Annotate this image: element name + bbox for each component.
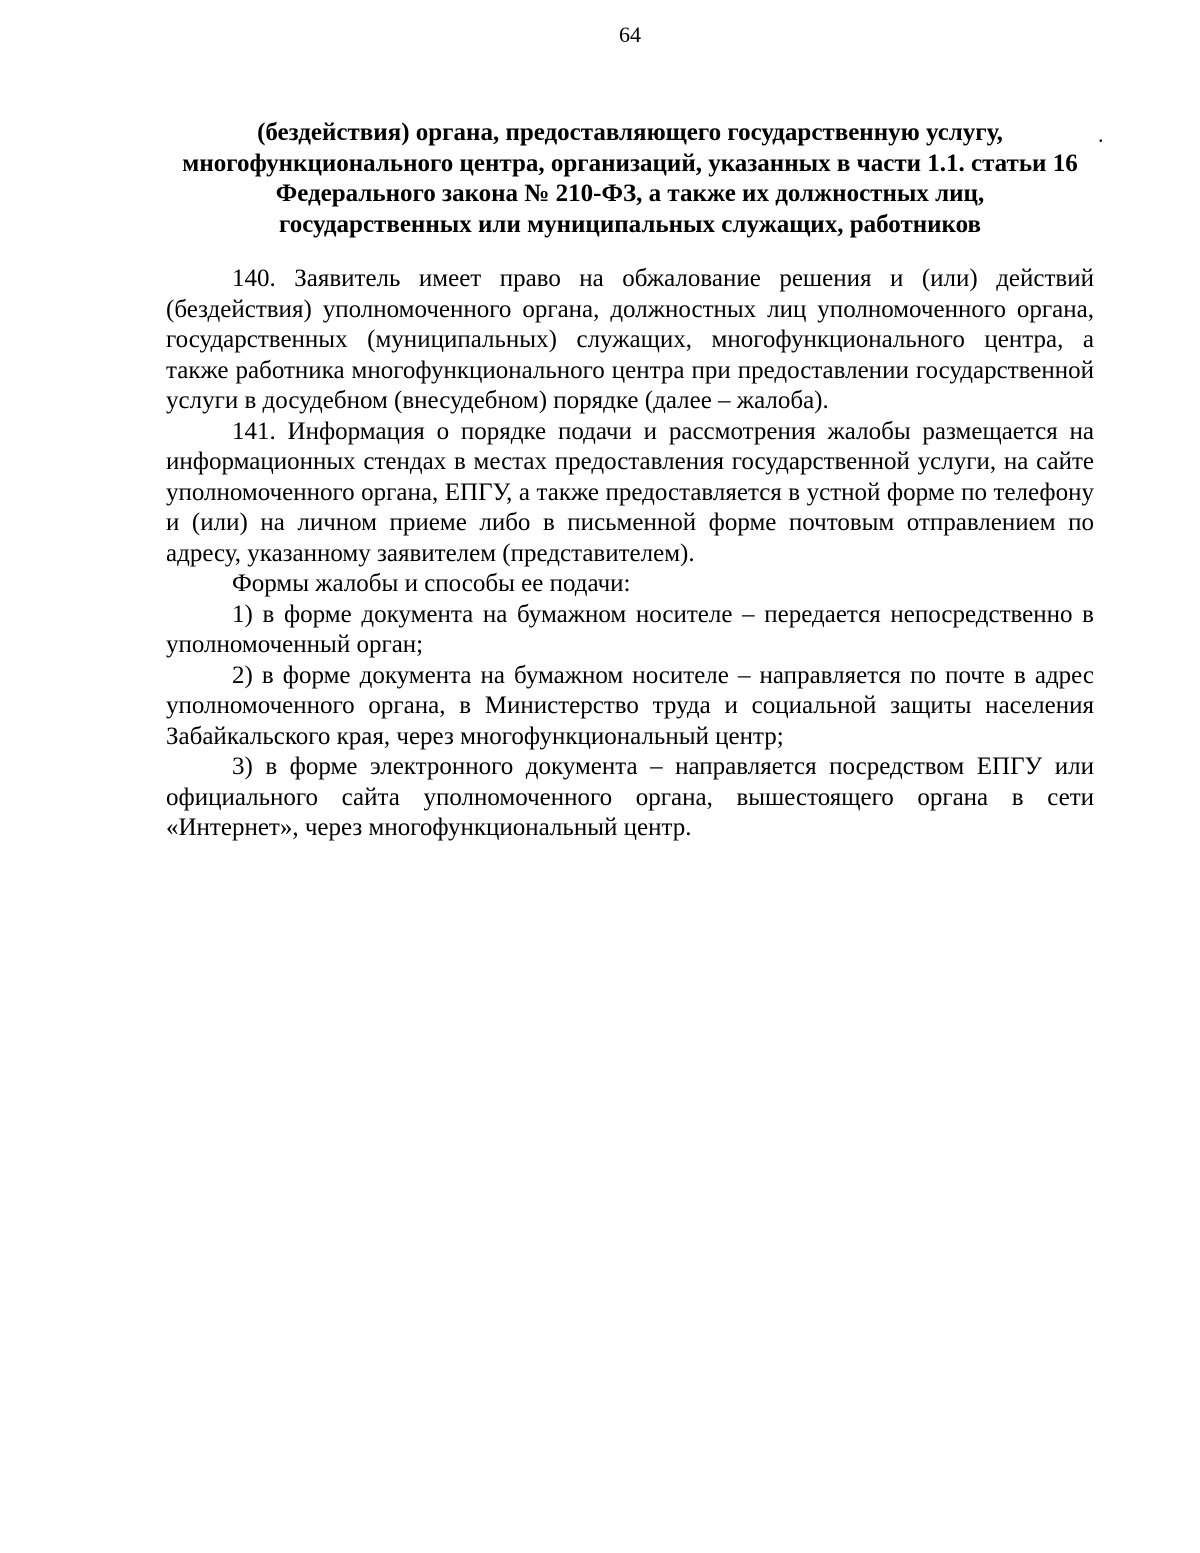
list-item-3: 3) в форме электронного документа – направляется посредством ЕПГУ или официального сайта уполномоченного органа, вышестоящего органа в сети «Интернет», через многофункциональный центр. xyxy=(166,753,1094,841)
list-item-2: 2) в форме документа на бумажном носителе – направляется по почте в адрес уполномоченного органа, в Министерство труда и социальной защиты населения Забайкальского края, через многофункциональный центр; xyxy=(166,661,1094,750)
heading-line: государственных или муниципальных служащих, работников xyxy=(278,210,981,238)
stray-mark: . xyxy=(1098,122,1104,147)
paragraph-141: 141. Информация о порядке подачи и рассмотрения жалобы размещается на информационных стендах в местах предоставления государственной услуги, на сайте уполномоченного органа, ЕПГУ, а также предоставляется в устной форме по телефону и (или) на личном приеме либо в письменной форме почтовым отправлением по адресу, указанному заявителем (представителем). xyxy=(166,417,1094,567)
heading-line: (бездействия) органа, предоставляющего государственную услугу, xyxy=(257,119,1003,146)
list-item-1: 1) в форме документа на бумажном носителе – передается непосредственно в уполномоченный орган; xyxy=(166,600,1094,658)
document-body xyxy=(166,264,1094,844)
heading-line: многофункционального центра, организаций, указанных в части 1.1. статьи 16 xyxy=(182,149,1078,177)
page-number: 64 xyxy=(619,22,641,47)
heading-line: Федерального закона № 210-ФЗ, а также их должностных лиц, xyxy=(275,180,985,207)
section-heading xyxy=(160,118,1100,240)
paragraph-140: 140. Заявитель имеет право на обжалование решения и (или) действий (бездействия) уполномоченного органа, должностных лиц уполномоченного органа, государственных (муниципальных) служащих, многофункционального центра, а также работника многофункционального центра при предоставлении государственной услуги в досудебном (внесудебном) порядке (далее – жалоба). xyxy=(166,265,1094,414)
paragraph-complaint-forms-intro: Формы жалобы и способы ее подачи: xyxy=(232,570,631,597)
